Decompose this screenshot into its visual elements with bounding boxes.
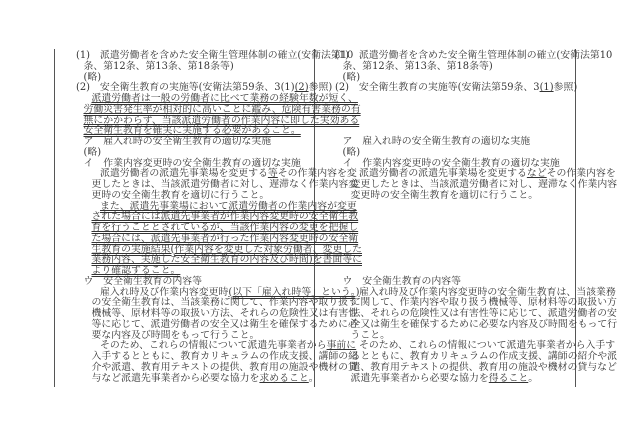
text-segment: (略)	[342, 71, 361, 83]
underlined-amendment-text: 事前に	[326, 340, 357, 352]
underlined-amendment-text: 生教育の実施結果(作業内容を変更した対象労働者、変更した	[91, 243, 362, 255]
text-line	[335, 234, 580, 245]
text-line	[76, 137, 321, 148]
text-segment: 条、第12条、第13条、第18条等)	[83, 60, 234, 72]
text-segment: イ 作業内容変更時の安全衛生教育の適切な実施	[83, 157, 301, 169]
text-segment: 参照)	[308, 82, 333, 94]
text-segment: (1) 派遣労働者を含めた安全衛生管理体制の確立(安衛法第10	[76, 50, 354, 61]
text-segment: (2) 安全衛生教育の実施等(安衛法第59条、3	[335, 82, 540, 94]
text-line	[335, 255, 580, 266]
text-segment: その作業内容を	[546, 168, 616, 180]
text-segment: 等に応じて、派遣労働者の安全又は衛生を確保するために必	[91, 318, 358, 330]
underlined-amendment-text: 業務内容、実施した安全衛生教育の内容及び時間)を書面等に	[91, 254, 362, 266]
underlined-amendment-text: より確認すること。	[91, 265, 181, 276]
text-segment: 派遣労働者の派遣先事業場を変更する	[359, 168, 527, 180]
text-segment: の安全衛生教育は、当該業務に関して、作業内容や取り扱う	[91, 297, 358, 309]
text-segment: 遣、教育用テキストの提供、教育用の施設や機材の貸与など	[350, 361, 617, 373]
text-segment: 与など派遣先事業者から必要な協力を	[91, 372, 260, 384]
text-line	[335, 137, 580, 148]
underlined-amendment-text: 等	[267, 168, 278, 180]
text-segment: 変更したときは、当該派遣労働者に対し、遅滞なく作業内容	[350, 179, 618, 190]
underlined-amendment-text: 求めること	[259, 372, 309, 384]
text-segment: 条、第12条、第13条、第18条等)	[342, 60, 493, 72]
text-segment: (略)	[83, 146, 102, 158]
text-segment: 派遣労働者の派遣先事業場を変更する	[100, 168, 268, 180]
underlined-amendment-text: (以下「雇入れ時等」という。)	[228, 286, 360, 298]
text-segment: (略)	[83, 71, 102, 83]
text-segment: (2) 安全衛生教育の実施等(安衛法第59条、3(1)	[76, 82, 295, 94]
text-segment: 派遣先事業者から必要な協力を	[350, 372, 489, 384]
text-line	[335, 62, 580, 73]
text-segment: ア 雇入れ時の安全衛生教育の適切な実施	[342, 136, 531, 147]
text-line	[335, 94, 580, 105]
text-segment: 要な内容及び時間をもって行うこと。	[91, 329, 260, 341]
text-line	[335, 105, 580, 116]
underlined-amendment-text: された場合には派遣先事業者が作業内容変更時の安全衛生教	[91, 211, 359, 223]
text-segment: ウ 安全衛生教育の内容等	[342, 275, 462, 287]
text-line	[335, 202, 580, 213]
text-line	[335, 212, 580, 223]
text-segment: 。	[308, 372, 319, 384]
text-segment: 雇入れ時及び作業内容変更時	[100, 286, 229, 298]
underlined-amendment-text: (1)	[539, 82, 554, 94]
text-segment: 更したときは、当該派遣労働者に対し、遅滞なく作業内容変	[91, 179, 359, 190]
table-border-left	[54, 49, 55, 387]
text-segment: るとともに、教育カリキュラムの作成支援、講師の紹介や派	[350, 351, 618, 362]
text-line	[335, 116, 580, 127]
text-segment: 機械等、原材料等の取扱い方法、それらの危険性又は有害性	[91, 308, 359, 319]
underlined-amendment-text: また、派遣先事業場において派遣労働者の作業内容が変更	[100, 200, 357, 212]
underlined-amendment-text: 得ること	[488, 372, 529, 384]
current-text-column	[335, 50, 618, 384]
underlined-amendment-text: 安全衛生教育を確実に実施する必要があること。	[83, 125, 301, 137]
text-segment: 更時の安全衛生教育を適切に行うこと。	[91, 189, 270, 201]
text-segment: 雇入れ時及び作業内容変更時の安全衛生教育は、当該業務	[359, 286, 616, 298]
text-segment: 変更時の安全衛生教育を適切に行うこと。	[350, 189, 539, 201]
text-segment: うこと。	[350, 329, 391, 341]
text-line	[335, 374, 580, 385]
underlined-amendment-text: (2)	[294, 82, 309, 94]
underlined-amendment-text: 育を行うこととされているが、当該作業内容の変更を把握し	[91, 222, 359, 233]
text-line	[335, 83, 580, 94]
text-line	[335, 245, 580, 256]
text-segment: 全又は衛生を確保するために必要な内容及び時間をもって行	[350, 318, 618, 330]
underlined-amendment-text: 派遣労働者は一般の労働者に比べて業務の経験年数が短く、	[91, 93, 358, 104]
underlined-amendment-text: た場合には、派遣先事業者が行った作業内容変更時の安全衛	[91, 232, 359, 244]
text-segment: 。	[528, 372, 539, 384]
text-segment: そのため、これらの情報について派遣先事業者から	[100, 340, 327, 352]
text-segment: (略)	[342, 146, 361, 158]
underlined-amendment-text: 無にかかわらず、当該派遣労働者の作業内容に即した実効ある	[83, 114, 360, 126]
text-segment: ウ 安全衛生教育の内容等	[83, 275, 203, 287]
text-segment: その作業内容を変	[277, 168, 357, 180]
text-segment: イ 作業内容変更時の安全衛生教育の適切な実施	[342, 157, 560, 169]
text-line	[335, 191, 580, 202]
text-segment: に関して、作業内容や取り扱う機械等、原材料等の取扱い方	[350, 297, 617, 309]
text-segment: 法、それらの危険性又は有害性等に応じて、派遣労働者の安	[350, 308, 617, 319]
text-segment: 参照)	[553, 82, 578, 94]
underlined-amendment-text: 労働災害発生率が相対的に高いことに鑑み、危険有害業務の有	[83, 103, 361, 115]
revised-text-column	[76, 50, 362, 384]
text-segment: 介や派遣、教育用テキストの提供、教育用の施設や機材の貸	[91, 361, 358, 373]
underlined-amendment-text: など	[526, 168, 547, 180]
text-line	[76, 374, 321, 385]
text-segment: (1) 派遣労働者を含めた安全衛生管理体制の確立(安衛法第10	[335, 50, 613, 61]
text-segment: ア 雇入れ時の安全衛生教育の適切な実施	[83, 136, 272, 147]
text-segment: そのため、これらの情報について派遣先事業者から入手す	[359, 340, 616, 352]
text-line	[76, 62, 321, 73]
text-segment: 入手するとともに、教育カリキュラムの作成支援、講師の紹	[91, 351, 359, 362]
text-line	[335, 223, 580, 234]
